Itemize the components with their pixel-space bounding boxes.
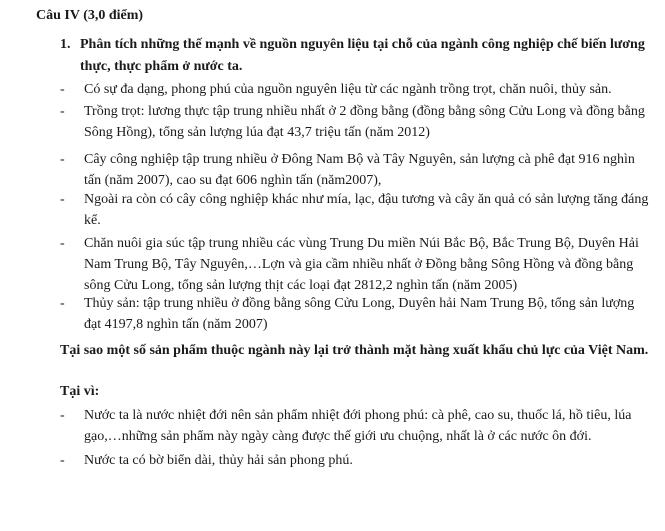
list-item [60, 233, 650, 296]
question-1-number: 1. [60, 37, 71, 52]
list-item [60, 450, 650, 471]
bullet-text: Cây công nghiệp tập trung nhiều ở Đông Nam Bộ và Tây Nguyên, sản lượng cà phê đạt 916 nghìn tấn (năm 2007), cao su đạt 606 nghìn tấn (năm2007), [84, 152, 635, 188]
bullet-dash: - [60, 104, 65, 119]
question-1-text: Phân tích những thế mạnh về nguồn nguyên liệu tại chỗ của ngành công nghiệp chế biến lương thực, thực phẩm ở nước ta. [80, 37, 645, 74]
question-1 [60, 34, 650, 78]
bullet-text: Có sự đa dạng, phong phú của nguồn nguyên liệu từ các ngành trồng trọt, chăn nuôi, thủy sản. [84, 82, 612, 97]
bullet-text: Trồng trọt: lương thực tập trung nhiều nhất ở 2 đồng bằng (đồng bằng sông Cửu Long và đồng bằng Sông Hồng), tổng sản lượng lúa đạt 43,7 triệu tấn (năm 2012) [84, 104, 645, 140]
bullet-text: Nước ta có bờ biển dài, thủy hải sản phong phú. [84, 453, 353, 468]
bullet-dash: - [60, 152, 65, 167]
list-item [60, 189, 650, 231]
bullet-text: Thủy sản: tập trung nhiều ở đồng bằng sông Cửu Long, Duyên hải Nam Trung Bộ, tổng sản lượng đạt 4197,8 nghìn tấn (năm 2007) [84, 296, 635, 332]
bullet-text: Ngoài ra còn có cây công nghiệp khác như mía, lạc, đậu tương và cây ăn quả có sản lượng tăng đáng kể. [84, 192, 649, 228]
list-item [60, 79, 650, 100]
bullet-dash: - [60, 453, 65, 468]
question-2: Tại sao một số sản phẩm thuộc ngành này lại trở thành mặt hàng xuất khẩu chủ lực của Việt Nam. [60, 343, 649, 358]
bullet-dash: - [60, 296, 65, 311]
bullet-dash: - [60, 192, 65, 207]
list-item [60, 149, 650, 191]
bullet-dash: - [60, 408, 65, 423]
reason-heading: Tại vì: [60, 384, 100, 399]
section-title: Câu IV (3,0 điểm) [36, 8, 144, 23]
bullet-dash: - [60, 82, 65, 97]
bullet-dash: - [60, 236, 65, 251]
list-item [60, 293, 650, 335]
bullet-text: Chăn nuôi gia súc tập trung nhiều các vùng Trung Du miền Núi Bắc Bộ, Bắc Trung Bộ, Duyên Hải Nam Trung Bộ, Tây Nguyên,…Lợn và gia cầm nhiều nhất ở Đồng bằng Sông Hồng và đồng bằng sông Cửu Long, tổng sản lượng thịt các loại đạt 2812,2 nghìn tấn (năm 2005) [84, 236, 639, 293]
list-item [60, 101, 650, 143]
list-item [60, 405, 650, 447]
bullet-text: Nước ta là nước nhiệt đới nên sản phẩm nhiệt đới phong phú: cà phê, cao su, thuốc lá, hồ tiêu, lúa gạo,…những sản phẩm này ngày càng được thế giới ưu chuộng, nhất là ở các nước ôn đới. [84, 408, 632, 444]
